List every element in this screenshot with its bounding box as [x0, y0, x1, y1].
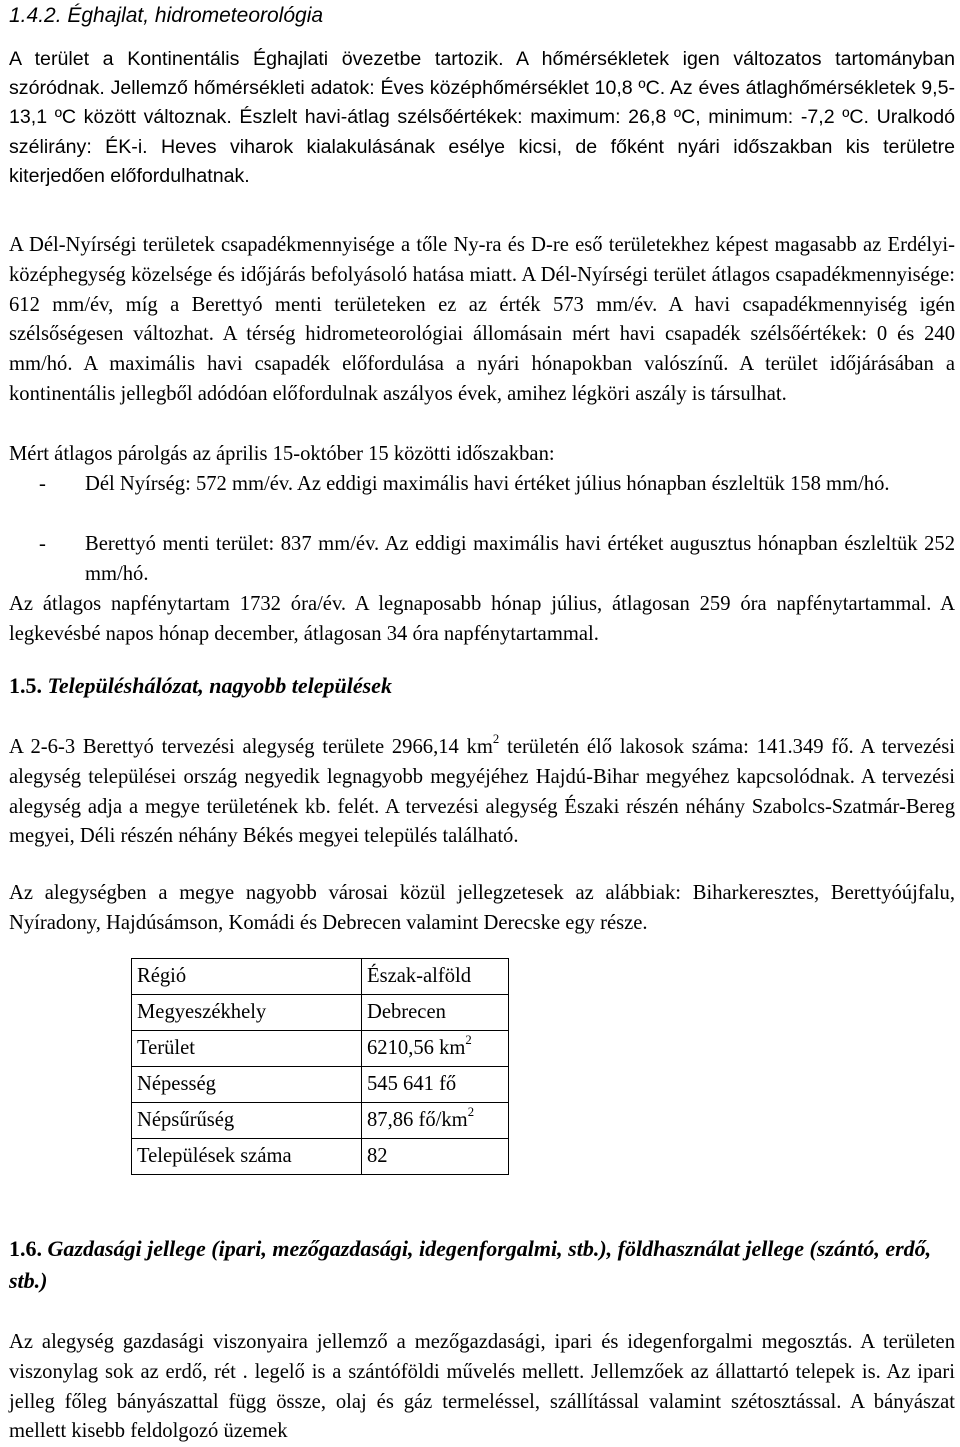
- settlements-text-start: A 2-6-3 Berettyó tervezési alegység területe 2966,14 km: [9, 736, 493, 758]
- table-row: [132, 1031, 509, 1067]
- table-row: [132, 1067, 509, 1103]
- settlements-paragraph: [9, 733, 955, 852]
- superscript: 2: [467, 1104, 475, 1119]
- table-row: [132, 959, 509, 995]
- table-value: [362, 995, 509, 1031]
- list-item: [39, 530, 955, 590]
- value-text: Észak-alföld: [367, 965, 472, 987]
- section-number: 1.6.: [9, 1236, 42, 1261]
- table-value: [362, 1103, 509, 1139]
- table-label: Népsűrűség: [132, 1103, 362, 1139]
- value-text: 82: [367, 1145, 388, 1167]
- list-item: [39, 470, 955, 500]
- section-number: 1.5.: [9, 673, 42, 698]
- section-heading-economy: [9, 1233, 955, 1297]
- section-heading-settlements: [9, 670, 955, 702]
- table-row: [132, 1103, 509, 1139]
- value-text: 87,86 fő/km: [367, 1109, 468, 1131]
- precipitation-paragraph: A Dél-Nyírségi területek csapadékmennyisége a tőle Ny-ra és D-re eső területekhez képest magasabb az Erdélyi-középhegység közelsége és időjárás befolyásoló hatása miatt. A Dél-Nyírségi terület átlagos csapadékmennyisége: 612 mm/év, míg a Berettyó menti területeken ez az érték 573 mm/év. A havi csapadékmennyiség igén szélsőségesen változhat. A térség hidrometeorológiai állomásain mért havi csapadék szélsőértékek: 0 és 240 mm/hó. A maximális havi csapadék előfordulása a nyári hónapokban valószínű. A terület időjárásában a kontinentális jellegből adódóan előfordulnak aszályos évek, amihez légköri aszály is társulhat.: [9, 234, 955, 405]
- section-title: Településhálózat, nagyobb települések: [47, 673, 392, 698]
- table-row: [132, 995, 509, 1031]
- table-row: [132, 1139, 509, 1175]
- climate-paragraph: A terület a Kontinentális Éghajlati övezetbe tartozik. A hőmérsékletek igen változatos tartományban szóródnak. Jellemző hőmérsékleti adatok: Éves középhőmérséklet 10,8 ºC. Az éves átlaghőmérsékletek 9,5-13,1 ºC között változnak. Észlelt havi-átlag szélsőértékek: maximum: 26,8 ºC, minimum: -7,2 ºC. Uralkodó szélirány: ÉK-i. Heves viharok kialakulásának esélye kicsi, de főként nyári időszakban kis területre kiterjedően előfordulhatnak.: [9, 48, 955, 187]
- table-value: [362, 1031, 509, 1067]
- bullet-dash: -: [39, 533, 46, 555]
- section-heading-climate: 1.4.2. Éghajlat, hidrometeorológia: [9, 4, 324, 27]
- economy-paragraph: Az alegység gazdasági viszonyaira jellemző a mezőgazdasági, ipari és idegenforgalmi megosztás. A területen viszonylag sok az erdő, rét . legelő is a szántóföldi művelés mellett. Jellemzőek az állattartó telepek is. Az ipari jelleg főleg bányászattal függ össze, olaj és gáz termeléssel, szállítással valamint szétosztással. A bányászat mellett kisebb feldolgozó üzemek: [9, 1331, 955, 1443]
- settlements-text-rest: területén élő lakosok száma: 141.349 fő. A tervezési alegység települései ország negyedik legnagyobb megyéjéhez Hajdú-Bihar megyéhez kapcsolódnak. A tervezési alegység adja a megye területének kb. felét. A tervezési alegység Északi részén néhány Szabolcs-Szatmár-Bereg megyei, Déli részén néhány Békés megyei település található.: [9, 736, 955, 848]
- table-value: [362, 959, 509, 995]
- table-value: [362, 1067, 509, 1103]
- superscript: 2: [465, 1032, 472, 1047]
- superscript: 2: [492, 731, 500, 746]
- table-label: Népesség: [132, 1067, 362, 1103]
- value-text: 6210,56 km: [367, 1037, 466, 1059]
- value-text: Debrecen: [367, 1001, 446, 1023]
- table-label: Települések száma: [132, 1139, 362, 1175]
- section-title: Gazdasági jellege (ipari, mezőgazdasági, idegenforgalmi, stb.), földhasználat jellege (szántó, erdő, stb.): [9, 1236, 932, 1293]
- table-value: [362, 1139, 509, 1175]
- bullet-text: Dél Nyírség: 572 mm/év. Az eddigi maximális havi értéket július hónapban észleltük 158 mm/hó.: [85, 473, 890, 495]
- region-info-table: [131, 958, 509, 1175]
- towns-paragraph: Az alegységben a megye nagyobb városai közül jellegzetesek az alábbiak: Biharkeresztes, Berettyóújfalu, Nyíradony, Hajdúsámson, Komádi és Debrecen valamint Derecske egy része.: [9, 882, 955, 934]
- table-label: Terület: [132, 1031, 362, 1067]
- sunshine-paragraph: Az átlagos napfénytartam 1732 óra/év. A legnaposabb hónap július, átlagosan 259 óra napfénytartammal. A legkevésbé napos hónap december, átlagosan 34 óra napfénytartammal.: [9, 593, 955, 645]
- table-label: Megyeszékhely: [132, 995, 362, 1031]
- bullet-dash: -: [39, 473, 46, 495]
- bullet-text: Berettyó menti terület: 837 mm/év. Az eddigi maximális havi értéket augusztus hónapban észleltük 252 mm/hó.: [85, 533, 955, 585]
- table-label: Régió: [132, 959, 362, 995]
- evaporation-intro: Mért átlagos párolgás az április 15-október 15 közötti időszakban:: [9, 443, 555, 465]
- value-text: 545 641 fő: [367, 1073, 457, 1095]
